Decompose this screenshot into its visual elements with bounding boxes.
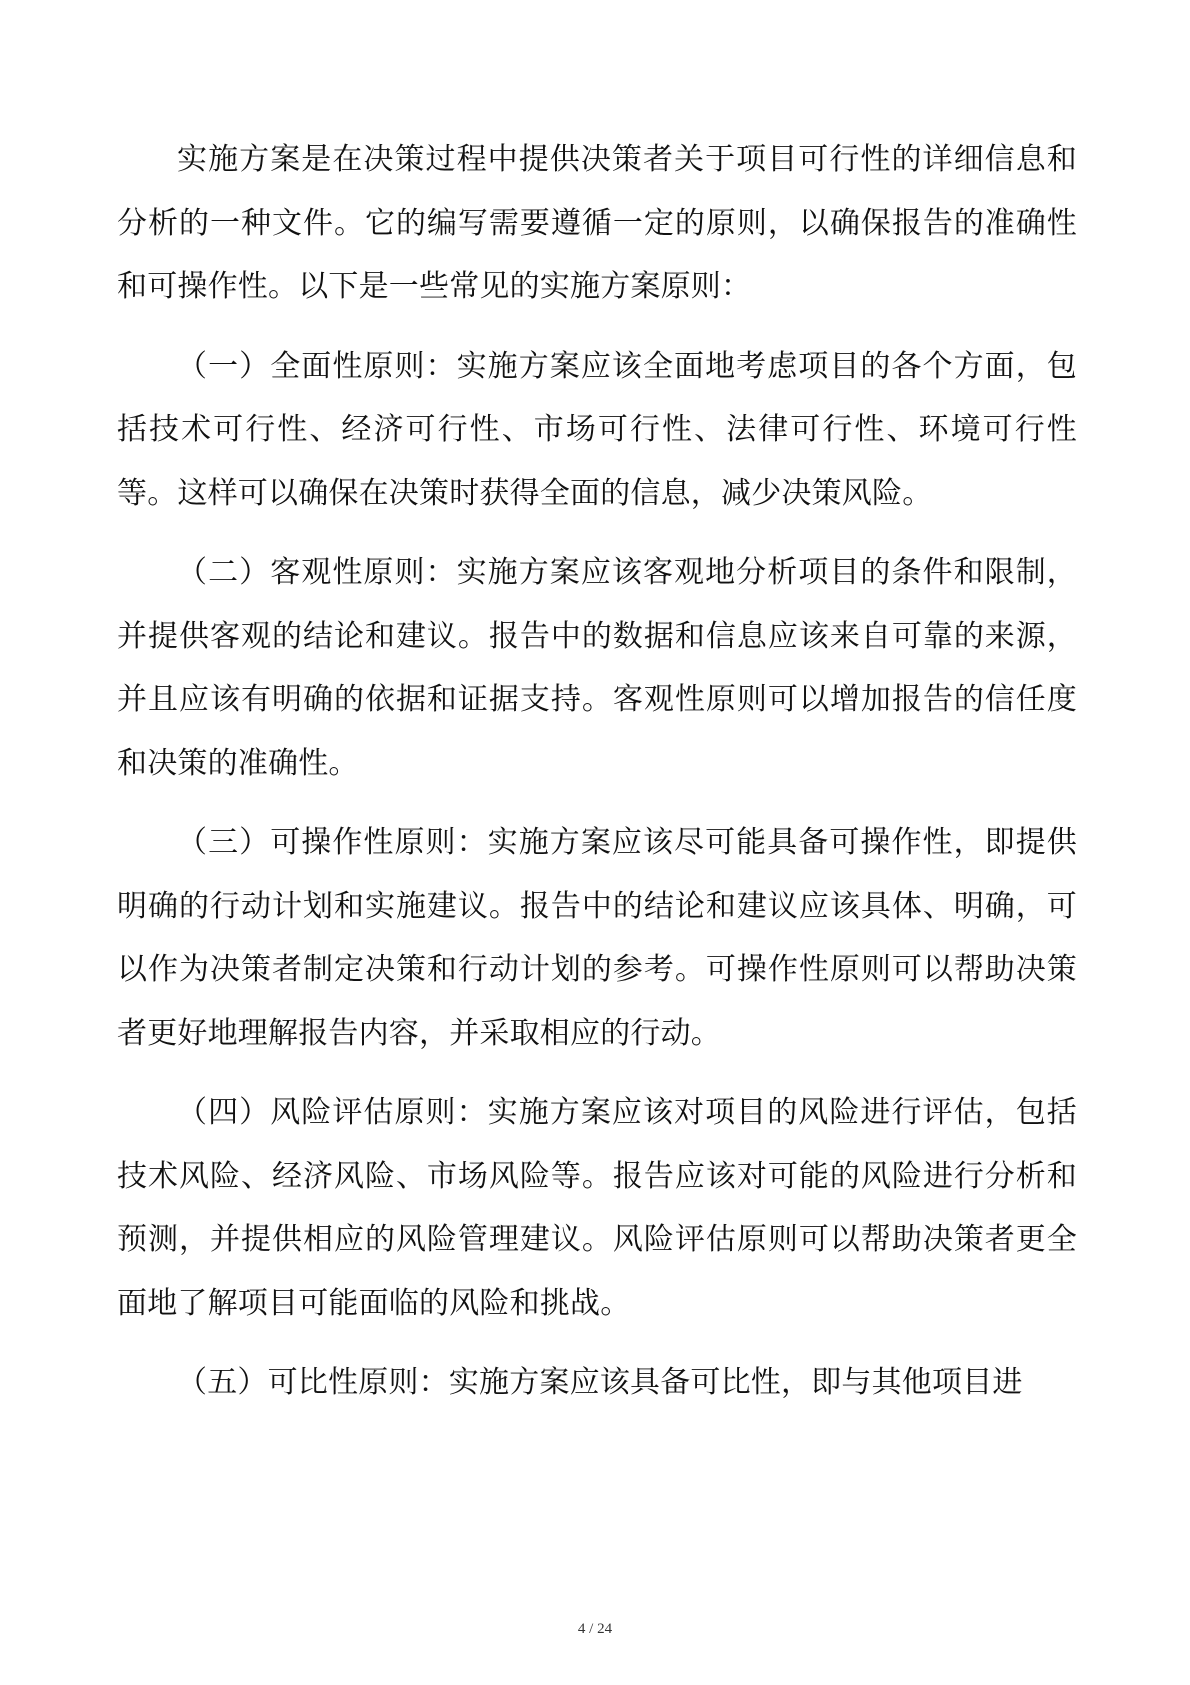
principle-3-paragraph: （三）可操作性原则：实施方案应该尽可能具备可操作性，即提供明确的行动计划和实施建议。报告中的结论和建议应该具体、明确，可以作为决策者制定决策和行动计划的参考。可操作性原则可以帮助决策者更好地理解报告内容，并采取相应的行动。 xyxy=(117,825,1077,1051)
principle-4-paragraph: （四）风险评估原则：实施方案应该对项目的风险进行评估，包括技术风险、经济风险、市场风险等。报告应该对可能的风险进行分析和预测，并提供相应的风险管理建议。风险评估原则可以帮助决策者更全面地了解项目可能面临的风险和挑战。 xyxy=(117,1095,1077,1321)
principle-5-paragraph: （五）可比性原则：实施方案应该具备可比性，即与其他项目进 xyxy=(177,1365,1023,1400)
principle-2-paragraph: （二）客观性原则：实施方案应该客观地分析项目的条件和限制，并提供客观的结论和建议。报告中的数据和信息应该来自可靠的来源，并且应该有明确的依据和证据支持。客观性原则可以增加报告的信任度和决策的准确性。 xyxy=(117,555,1077,781)
document-body xyxy=(117,128,1077,1431)
principle-1-paragraph: （一）全面性原则：实施方案应该全面地考虑项目的各个方面，包括技术可行性、经济可行性、市场可行性、法律可行性、环境可行性等。这样可以确保在决策时获得全面的信息，减少决策风险。 xyxy=(117,348,1077,511)
page-number: 4 / 24 xyxy=(577,1621,613,1637)
intro-paragraph: 实施方案是在决策过程中提供决策者关于项目可行性的详细信息和分析的一种文件。它的编写需要遵循一定的原则，以确保报告的准确性和可操作性。以下是一些常见的实施方案原则： xyxy=(117,142,1077,304)
